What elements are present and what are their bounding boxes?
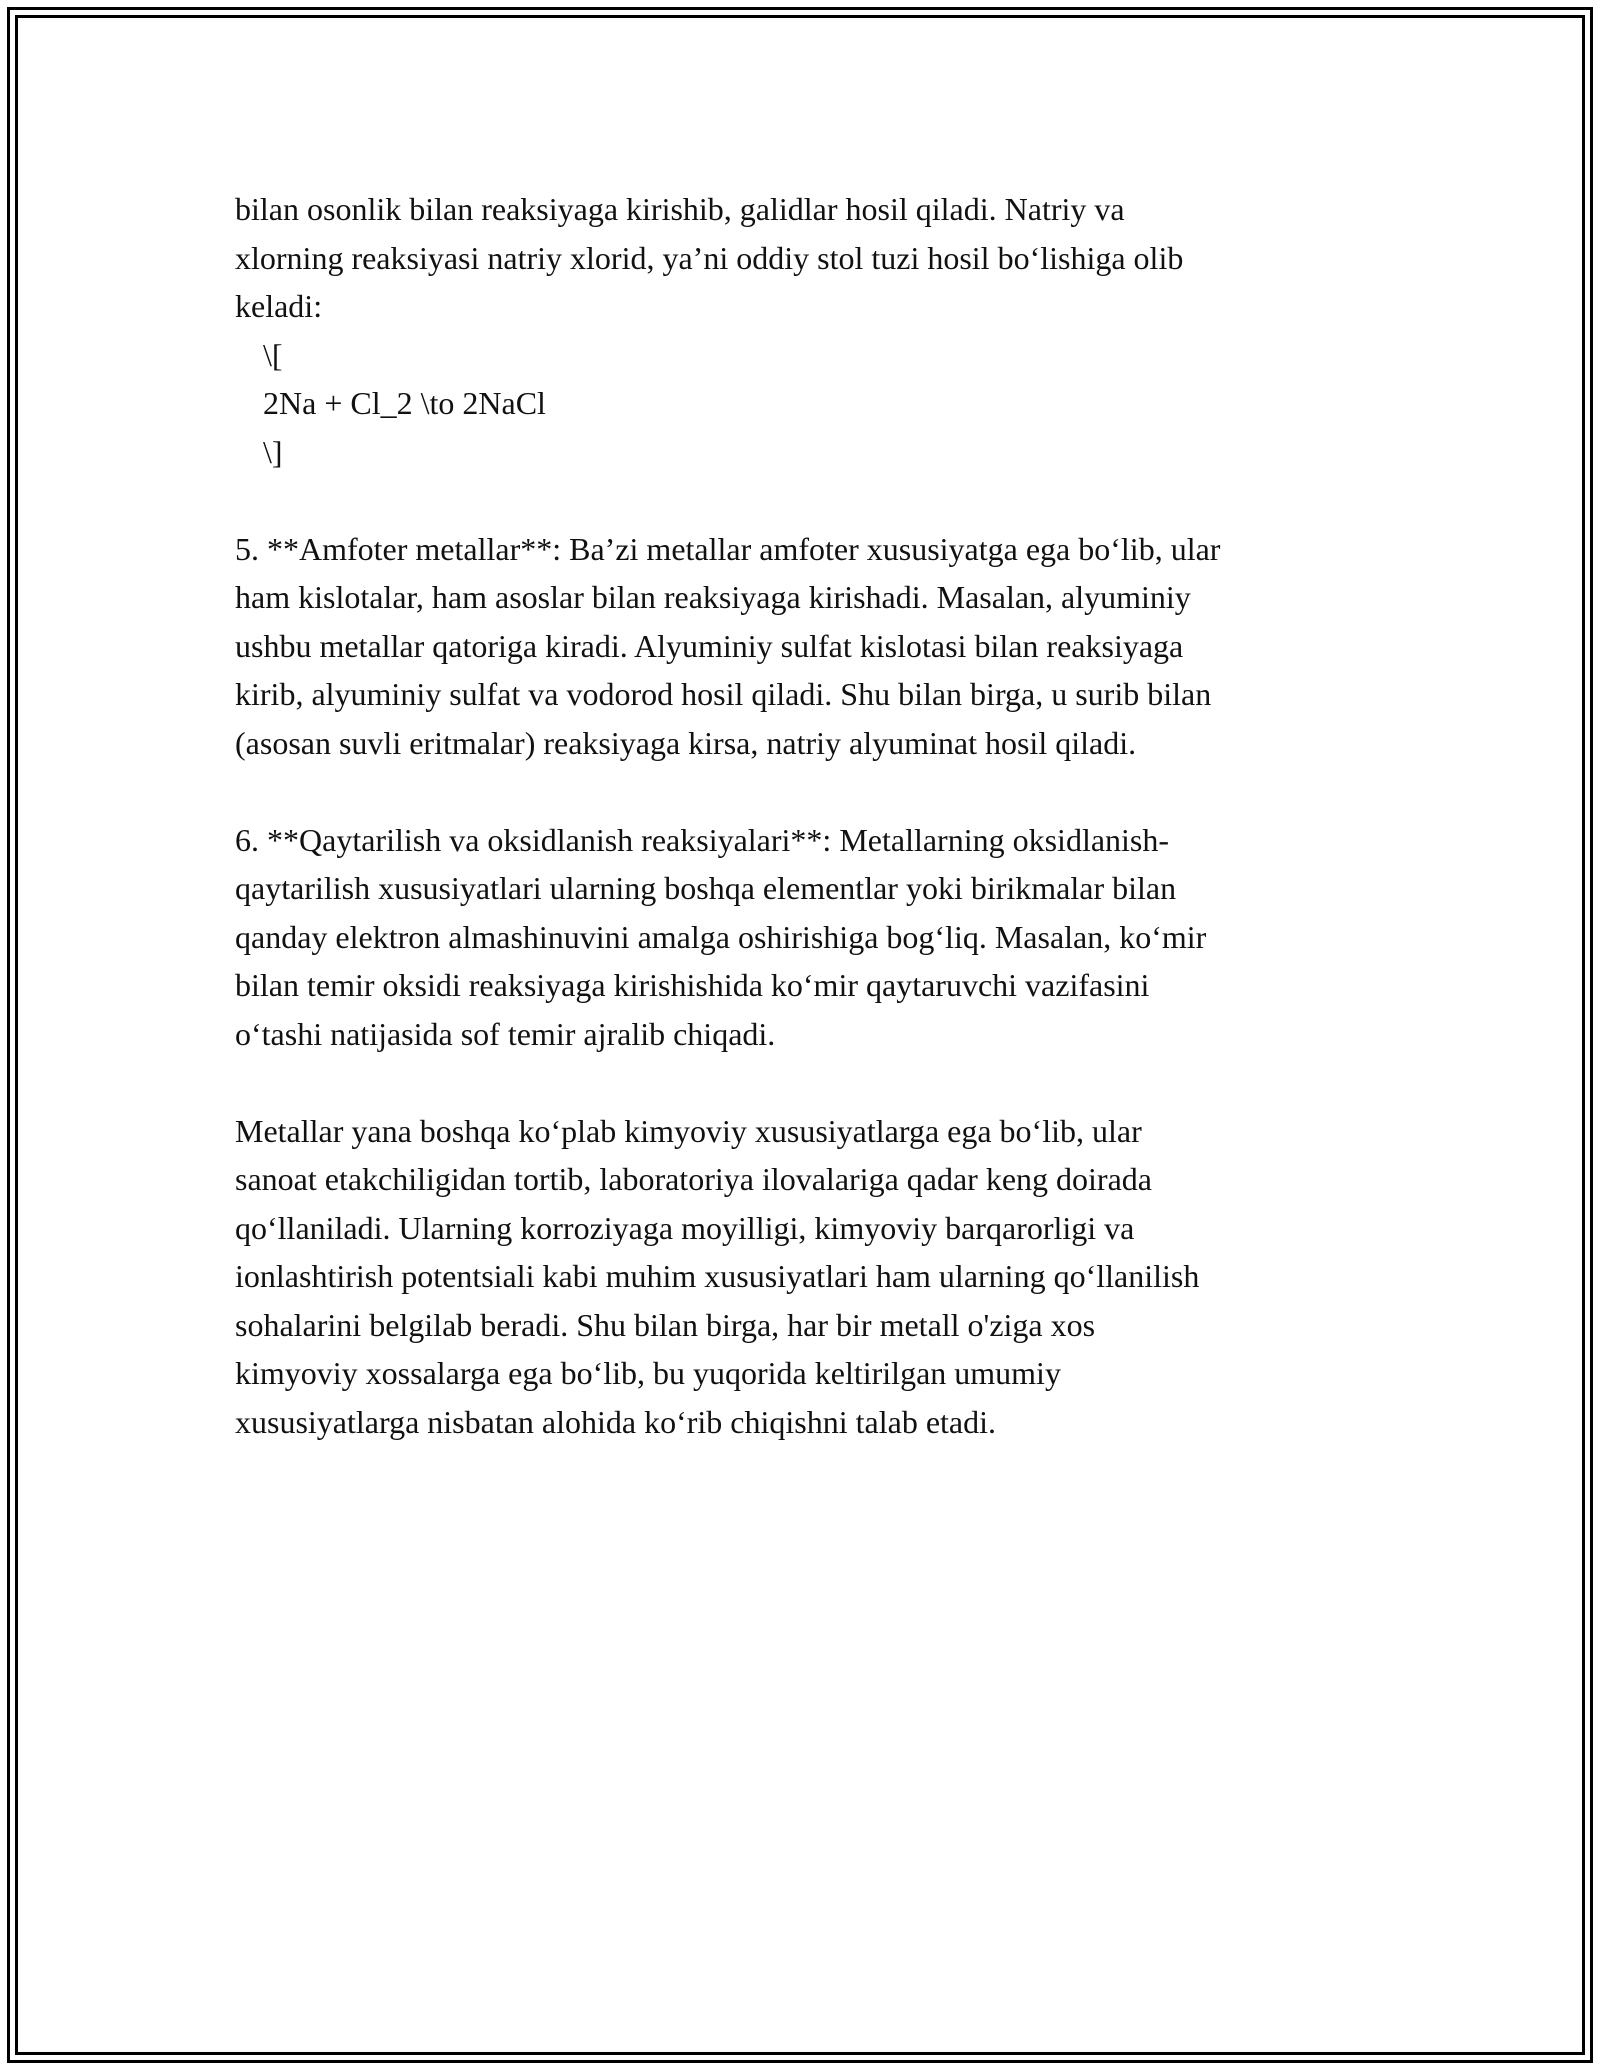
paragraph-gap xyxy=(235,476,1385,525)
paragraph-amphoteric-metals: 5. **Amfoter metallar**: Ba’zi metallar amfoter xususiyatga ega bo‘lib, ular ham kislotalar, ham asoslar bilan reaksiyaga kirishadi. Masalan, alyuminiy ushbu metallar qatoriga kiradi. Alyuminiy sulfat kislotasi bilan reaksiyaga kirib, alyuminiy sulfat va vodorod hosil qiladi. Shu bilan birga, u surib bilan (asosan suvli eritmalar) reaksiyaga kirsa, natriy alyuminat hosil qiladi. xyxy=(235,530,1221,761)
equation-block: \[ 2Na + Cl_2 \to 2NaCl \] xyxy=(263,336,546,470)
paragraph-conclusion: Metallar yana boshqa ko‘plab kimyoviy xususiyatlarga ega bo‘lib, ular sanoat etakchiligidan tortib, laboratoriya ilovalariga qadar keng doirada qo‘llaniladi. Ularning korroziyaga moyilligi, kimyoviy barqarorligi va ionlashtirish potentsiali kabi muhim xususiyatlari ham ularning qo‘llanilish sohalarini belgilab beradi. Shu bilan birga, har bir metall o'ziga xos kimyoviy xossalarga ega bo‘lib, bu yuqorida keltirilgan umumiy xususiyatlarga nisbatan alohida ko‘rib chiqishni talab etadi. xyxy=(235,1112,1200,1440)
paragraph-redox-reactions: 6. **Qaytarilish va oksidlanish reaksiyalari**: Metallarning oksidlanish- qaytarilish xususiyatlari ularning boshqa elementlar yoki birikmalar bilan qanday elektron almashinuvini amalga oshirishiga bog‘liq. Masalan, ko‘mir bilan temir oksidi reaksiyaga kirishishida ko‘mir qaytaruvchi vazifasini o‘tashi natijasida sof temir ajralib chiqadi. xyxy=(235,821,1207,1052)
paragraph-intro: bilan osonlik bilan reaksiyaga kirishib, galidlar hosil qiladi. Natriy va xlorning reaksiyasi natriy xlorid, ya’ni oddiy stol tuzi hosil bo‘lishiga olib keladi: xyxy=(235,191,1184,324)
paragraph-gap xyxy=(235,1058,1385,1107)
paragraph-gap xyxy=(235,767,1385,816)
document-body xyxy=(235,185,1385,1446)
